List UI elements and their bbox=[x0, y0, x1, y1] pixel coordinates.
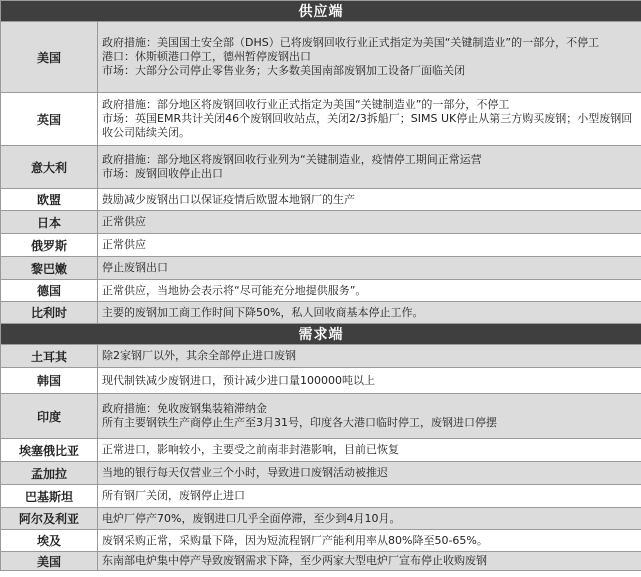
row-description bbox=[98, 93, 641, 146]
country-label: 印度 bbox=[1, 394, 98, 439]
supply-row-belgium bbox=[1, 302, 641, 324]
supply-row-lebanon bbox=[1, 257, 641, 280]
country-label: 黎巴嫩 bbox=[1, 257, 98, 280]
demand-row-egypt bbox=[1, 530, 641, 552]
row-description bbox=[98, 530, 641, 552]
demand-row-usa bbox=[1, 552, 641, 571]
country-label: 比利时 bbox=[1, 302, 98, 324]
country-label: 日本 bbox=[1, 211, 98, 234]
country-label: 美国 bbox=[1, 22, 98, 93]
desc-line: 政府措施：部分地区将废钢回收行业正式指定为美国“关键制造业”的一部分，不停工 bbox=[102, 98, 510, 111]
row-description bbox=[98, 368, 641, 394]
row-description bbox=[98, 280, 641, 302]
desc-line: 市场：废钢回收停止出口 bbox=[102, 167, 223, 180]
desc-line: 电炉厂停产70%，废钢进口几乎全面停滞，至少到4月10月。 bbox=[102, 511, 401, 525]
desc-line: 港口：休斯顿港口停工，德州暂停废钢出口 bbox=[102, 50, 311, 63]
country-label: 土耳其 bbox=[1, 345, 98, 368]
supply-row-uk bbox=[1, 93, 641, 146]
row-description bbox=[98, 211, 641, 234]
desc-line: 废钢采购正常，采购量下降，因为短流程钢厂产能利用率从80%降至50-65%。 bbox=[102, 533, 488, 547]
desc-line: 正常供应 bbox=[102, 238, 146, 251]
desc-line: 政府措施：免收废钢集装箱滞纳金 bbox=[102, 402, 267, 415]
country-label: 埃及 bbox=[1, 530, 98, 552]
desc-line: 市场：大部分公司停止零售业务；大多数美国南部废钢加工设备厂面临关闭 bbox=[102, 64, 465, 77]
demand-header: 需求端 bbox=[1, 324, 641, 345]
row-description bbox=[98, 234, 641, 257]
supply-header-row bbox=[1, 1, 641, 22]
desc-line: 东南部电炉集中停产导致废钢需求下降，至少两家大型电炉厂宣布停止收购废钢 bbox=[102, 554, 487, 567]
country-label: 英国 bbox=[1, 93, 98, 146]
country-label: 韩国 bbox=[1, 368, 98, 394]
demand-row-korea bbox=[1, 368, 641, 394]
country-label: 美国 bbox=[1, 552, 98, 571]
supply-row-russia bbox=[1, 234, 641, 257]
demand-row-bangladesh bbox=[1, 462, 641, 485]
row-description bbox=[98, 257, 641, 280]
row-description bbox=[98, 22, 641, 93]
desc-line: 正常供应，当地协会表示将“尽可能充分地提供服务”。 bbox=[102, 283, 367, 297]
row-description bbox=[98, 345, 641, 368]
country-label: 阿尔及利亚 bbox=[1, 508, 98, 530]
row-description bbox=[98, 146, 641, 189]
supply-row-italy bbox=[1, 146, 641, 189]
desc-line: 现代制铁减少废钢进口，预计减少进口量100000吨以上 bbox=[102, 373, 375, 387]
row-description bbox=[98, 394, 641, 439]
demand-row-pakistan bbox=[1, 485, 641, 508]
demand-row-ethiopia bbox=[1, 439, 641, 462]
desc-line: 所有钢厂关闭，废钢停止进口 bbox=[102, 489, 245, 502]
row-description bbox=[98, 439, 641, 462]
desc-line: 正常进口，影响较小，主要受之前南非封港影响，目前已恢复 bbox=[102, 443, 399, 456]
row-description bbox=[98, 485, 641, 508]
country-label: 意大利 bbox=[1, 146, 98, 189]
country-label: 欧盟 bbox=[1, 189, 98, 211]
country-label: 巴基斯坦 bbox=[1, 485, 98, 508]
desc-line: 市场：英国EMR共计关闭46个废钢回收站点，关闭2/3拆船厂；SIMS UK停止从第三方购买废钢；小型废钢回收公司陆续关闭。 bbox=[102, 112, 633, 139]
supply-row-japan bbox=[1, 211, 641, 234]
country-label: 德国 bbox=[1, 280, 98, 302]
row-description bbox=[98, 508, 641, 530]
desc-line: 停止废钢出口 bbox=[102, 261, 168, 274]
desc-line: 当地的银行每天仅营业三个小时，导致进口废钢活动被推迟 bbox=[102, 466, 388, 479]
row-description bbox=[98, 189, 641, 211]
supply-row-germany bbox=[1, 280, 641, 302]
desc-line: 所有主要钢铁生产商停止生产至3月31号，印度各大港口临时停工，废钢进口停摆 bbox=[102, 416, 497, 429]
row-description bbox=[98, 552, 641, 571]
desc-line: 主要的废钢加工商工作时间下降50%，私人回收商基本停止工作。 bbox=[102, 305, 424, 319]
supply-row-usa bbox=[1, 22, 641, 93]
demand-row-turkey bbox=[1, 345, 641, 368]
desc-line: 除2家钢厂以外，其余全部停止进口废钢 bbox=[102, 349, 296, 362]
country-label: 俄罗斯 bbox=[1, 234, 98, 257]
row-description bbox=[98, 462, 641, 485]
supply-row-eu bbox=[1, 189, 641, 211]
demand-row-india bbox=[1, 394, 641, 439]
desc-line: 正常供应 bbox=[102, 215, 146, 228]
desc-line: 政府措施：部分地区将废钢回收行业列为“关键制造业，疫情停工期间正常运营 bbox=[102, 153, 482, 166]
country-label: 埃塞俄比亚 bbox=[1, 439, 98, 462]
country-label: 孟加拉 bbox=[1, 462, 98, 485]
supply-header: 供应端 bbox=[1, 1, 641, 22]
demand-header-row bbox=[1, 324, 641, 345]
desc-line: 鼓励减少废钢出口以保证疫情后欧盟本地钢厂的生产 bbox=[102, 192, 355, 206]
desc-line: 政府措施：美国国土安全部（DHS）已将废钢回收行业正式指定为美国“关键制造业”的一部分，不停工 bbox=[102, 36, 600, 49]
row-description bbox=[98, 302, 641, 324]
demand-row-algeria bbox=[1, 508, 641, 530]
